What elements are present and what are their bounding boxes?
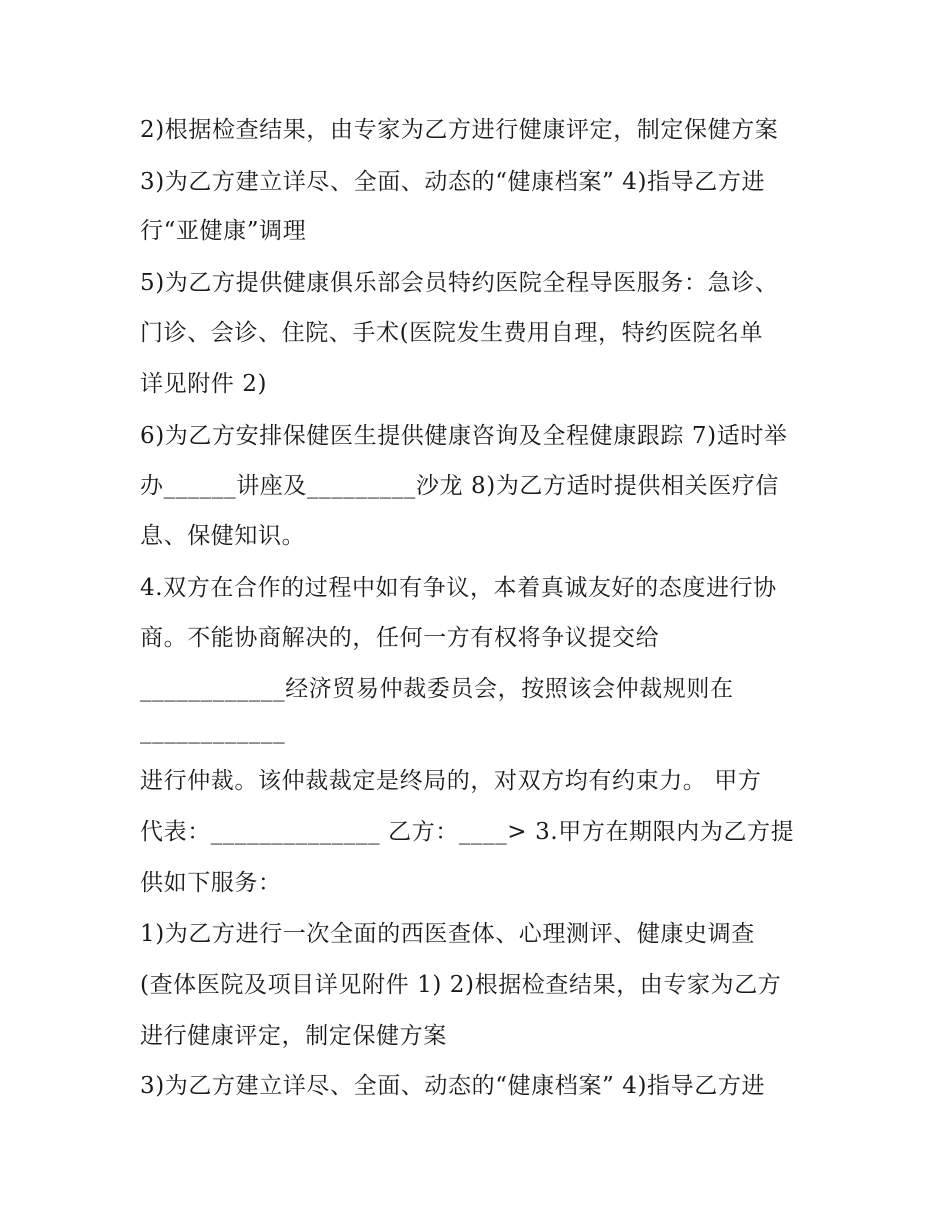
text-line: 商。不能协商解决的，任何一方有权将争议提交给 (140, 625, 660, 651)
text-line: (查体医院及项目详见附件 1) 2)根据检查结果，由专家为乙方 (140, 972, 782, 998)
text-line: 进行仲裁。该仲裁裁定是终局的，对双方均有约束力。 甲方 (140, 768, 762, 794)
text-line: 4.双方在合作的过程中如有争议，本着真诚友好的态度进行协 (140, 575, 777, 601)
text-line: 进行健康评定，制定保健方案 (140, 1023, 447, 1049)
text-line: ____________经济贸易仲裁委员会，按照该会仲裁规则在 (140, 676, 734, 702)
text-line: 3)为乙方建立详尽、全面、动态的“健康档案” 4)指导乙方进 (140, 169, 766, 195)
text-line: 代表：______________ 乙方：____> 3.甲方在期限内为乙方提 (140, 819, 795, 845)
text-line: 办______讲座及_________沙龙 8)为乙方适时提供相关医疗信 (140, 473, 780, 499)
text-line: 详见附件 2) (140, 371, 268, 397)
text-line: ____________ (140, 718, 286, 744)
text-line: 6)为乙方安排保健医生提供健康咨询及全程健康跟踪 7)适时举 (140, 423, 788, 449)
text-line: 息、保健知识。 (140, 523, 306, 549)
text-line: 供如下服务： (140, 870, 282, 896)
text-line: 5)为乙方提供健康俱乐部会员特约医院全程导医服务：急诊、 (140, 270, 779, 296)
text-line: 3)为乙方建立详尽、全面、动态的“健康档案” 4)指导乙方进 (140, 1073, 766, 1099)
text-line: 行“亚健康”调理 (140, 218, 307, 244)
text-line: 2)根据检查结果，由专家为乙方进行健康评定，制定保健方案 (140, 117, 779, 143)
text-line: 1)为乙方进行一次全面的西医查体、心理测评、健康史调查 (140, 921, 755, 947)
text-line: 门诊、会诊、住院、手术(医院发生费用自理，特约医院名单 (140, 320, 764, 346)
